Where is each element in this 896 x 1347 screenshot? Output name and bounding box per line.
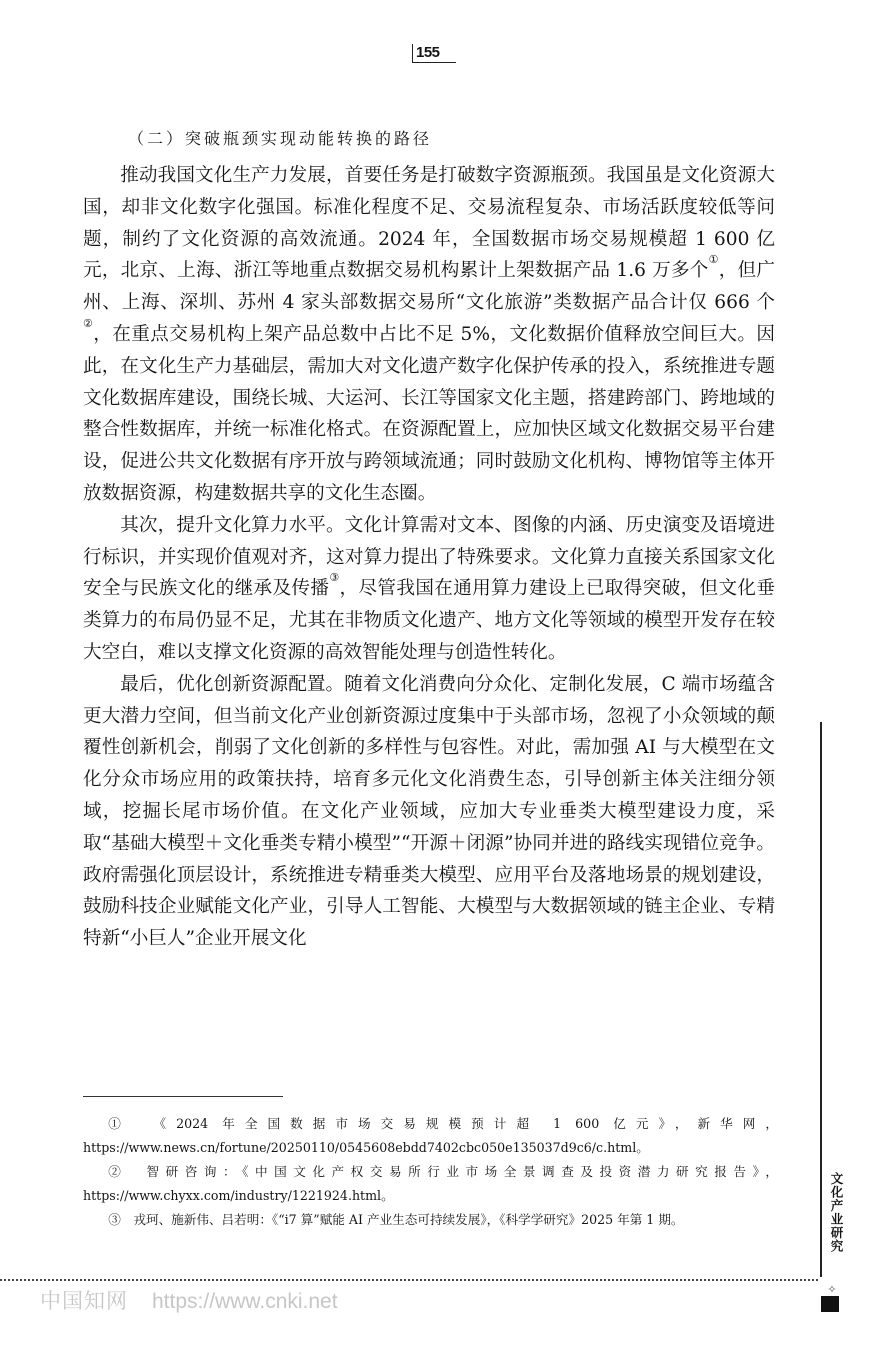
footnote: ① 《2024 年全国数据市场交易规模预计超 1 600 亿元》，新华网，https://www.news.cn/fortune/20250110/0545608ebdd7402cbc050e135037d9c6/c.html。: [83, 1116, 778, 1155]
ornament-icon: ✧: [827, 1283, 837, 1296]
paragraph: 推动我国文化生产力发展，首要任务是打破数字资源瓶颈。我国虽是文化资源大国，却非文化数字化强国。标准化程度不足、交易流程复杂、市场活跃度较低等问题，制约了文化资源的高效流通。2024 年，全国数据市场交易规模超 1 600 亿元，北京、上海、浙江等地重点数据交易机构累计上架数据产品 1.6 万多个①，但广州、上海、深圳、苏州 4 家头部数据交易所“文化旅游”类数据产品合计仅 666 个②，在重点交易机构上架产品总数中占比不足 5%，文化数据价值释放空间巨大。因此，在文化生产力基础层，需加大对文化遗产数字化保护传承的投入，系统推进专题文化数据库建设，围绕长城、大运河、长江等国家文化主题，搭建跨部门、跨地域的整合性数据库，并统一标准化格式。在资源配置上，应加快区域文化数据交易平台建设，促进公共文化数据有序开放与跨领域流通；同时鼓励文化机构、博物馆等主体开放数据资源，构建数据共享的文化生态圈。: [83, 165, 775, 504]
margin-block: [821, 1296, 839, 1312]
journal-name: 文化产业研究: [829, 1172, 844, 1253]
page-number: 155: [412, 44, 456, 63]
watermark-url[interactable]: https://www.cnki.net: [152, 1290, 338, 1313]
section-heading: （二）突破瓶颈实现动能转换的路径: [128, 129, 433, 148]
dotted-divider: [0, 1279, 818, 1281]
watermark-name: 中国知网: [40, 1290, 128, 1313]
footnote-divider: [83, 1096, 283, 1097]
body-text: [83, 160, 775, 955]
footnote-ref[interactable]: ③: [329, 571, 340, 585]
paragraph: 最后，优化创新资源配置。随着文化消费向分众化、定制化发展，C 端市场蕴含更大潜力空间，但当前文化产业创新资源过度集中于头部市场，忽视了小众领域的颠覆性创新机会，削弱了文化创新的多样性与包容性。对此，需加强 AI 与大模型在文化分众市场应用的政策扶持，培育多元化文化消费生态，引导创新主体关注细分领域，挖掘长尾市场价值。在文化产业领域，应加大专业垂类大模型建设力度，采取“基础大模型＋文化垂类专精小模型”“开源＋闭源”协同并进的路线实现错位竞争。政府需强化顶层设计，系统推进专精垂类大模型、应用平台及落地场景的规划建设，鼓励科技企业赋能文化产业，引导人工智能、大模型与大数据领域的链主企业、专精特新“小巨人”企业开展文化: [83, 673, 775, 950]
footnote: ② 智研咨询：《中国文化产权交易所行业市场全景调查及投资潜力研究报告》，https://www.chyxx.com/industry/1221924.html。: [83, 1164, 778, 1203]
footnote: ③ 戎珂、施新伟、吕若明：《“i7 算”赋能 AI 产业生态可持续发展》，《科学学研究》2025 年第 1 期。: [108, 1212, 684, 1227]
footnote-ref[interactable]: ②: [83, 316, 94, 330]
footnotes: [83, 1112, 778, 1232]
watermark: [40, 1285, 338, 1315]
footnote-ref[interactable]: ①: [708, 253, 719, 267]
paragraph: 其次，提升文化算力水平。文化计算需对文本、图像的内涵、历史演变及语境进行标识，并实现价值观对齐，这对算力提出了特殊要求。文化算力直接关系国家文化安全与民族文化的继承及传播③，尽管我国在通用算力建设上已取得突破，但文化垂类算力的布局仍显不足，尤其在非物质文化遗产、地方文化等领域的模型开发存在较大空白，难以支撑文化资源的高效智能处理与创造性转化。: [83, 514, 775, 663]
